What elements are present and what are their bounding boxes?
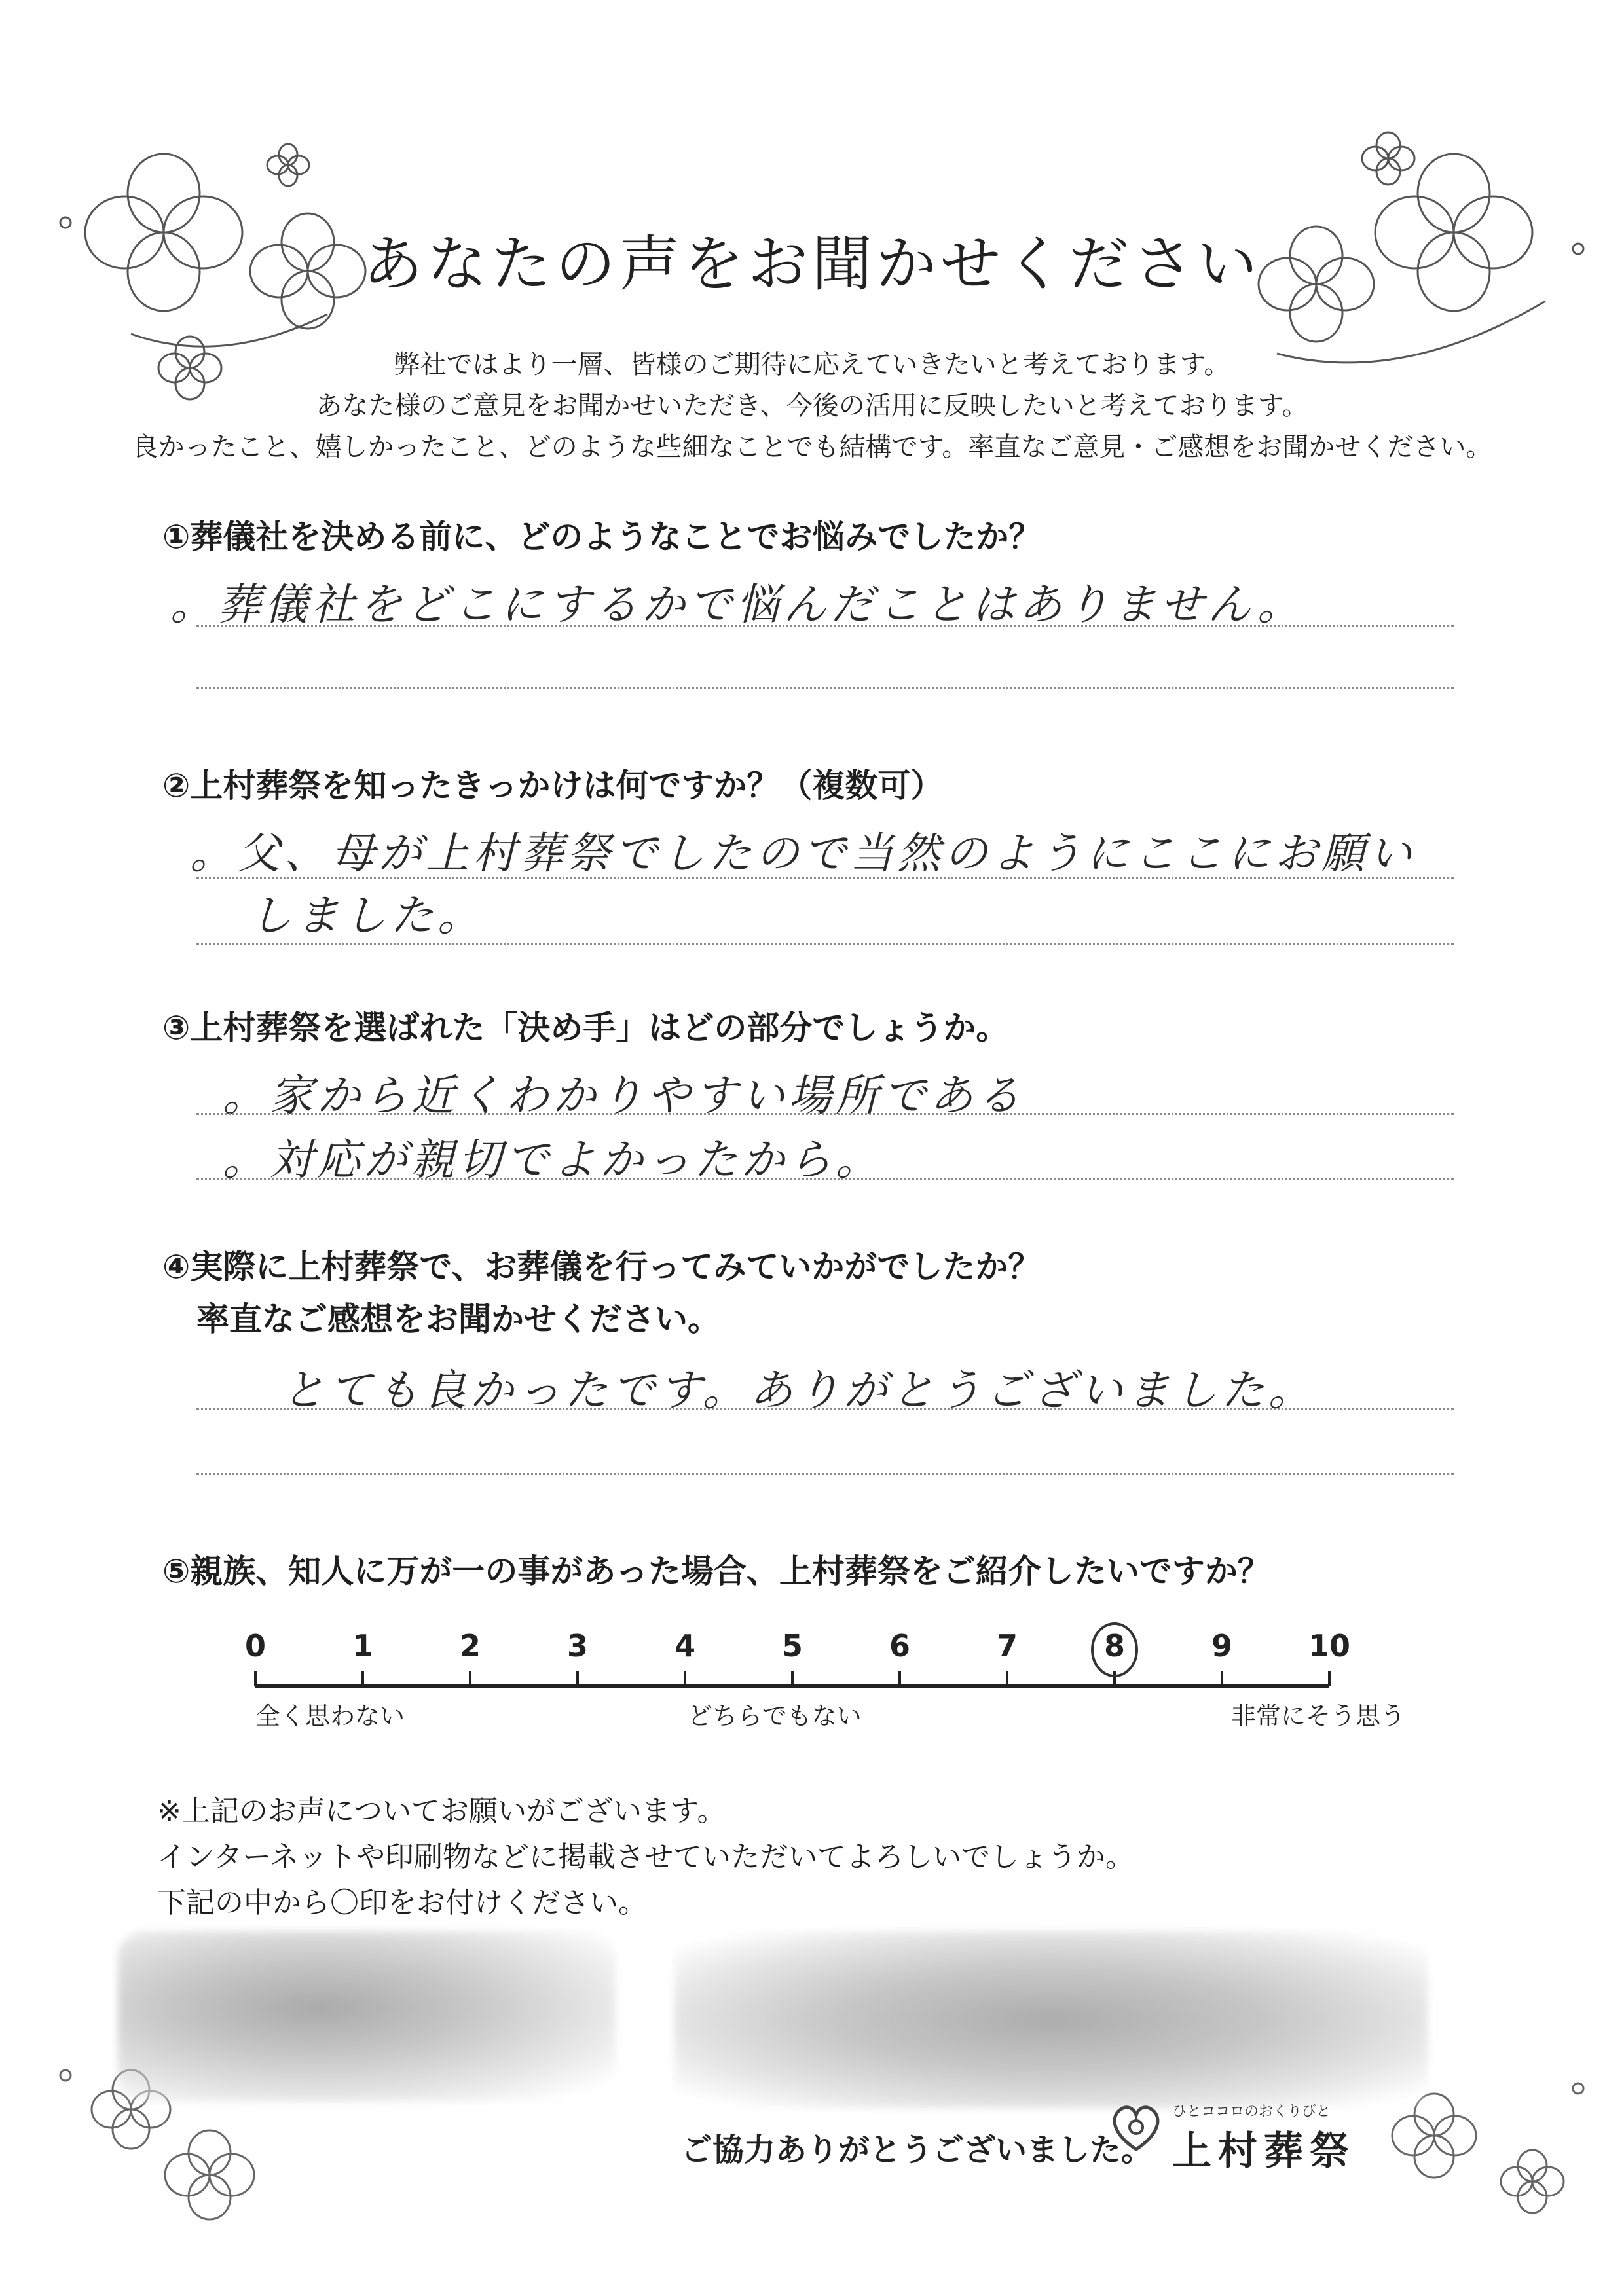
- scale-tick-label[interactable]: 7: [996, 1628, 1018, 1664]
- question-4-sublabel: 率直なご感想をお聞かせください。: [196, 1300, 720, 1338]
- question-3-label: ③上村葬祭を選ばれた「決め手」はどの部分でしょうか。: [162, 1009, 1009, 1047]
- answer-line: [196, 1113, 1454, 1115]
- scale-tick-label[interactable]: 3: [566, 1628, 589, 1664]
- scale-mid-label: どちらでもない: [688, 1702, 862, 1730]
- answer-line: [196, 1178, 1454, 1180]
- redacted-area-left: [118, 1931, 616, 2102]
- answer-line: [196, 687, 1454, 689]
- scale-tick-label[interactable]: 9: [1211, 1628, 1233, 1664]
- note-line-3: 下記の中から〇印をお付けください。: [157, 1886, 647, 1920]
- intro-line-3: 良かったこと、嬉しかったこと、どのような些細なことでも結構です。率直なご意見・ご感想をお聞かせください。: [132, 432, 1492, 462]
- scale-tick-label[interactable]: 2: [459, 1628, 481, 1664]
- answer-line: [196, 877, 1454, 879]
- logo-tagline: ひとココロのおくりびと: [1172, 2104, 1331, 2120]
- answer-line: [196, 943, 1454, 945]
- answer-line: [196, 1408, 1454, 1410]
- heart-logo-icon: [1107, 2098, 1166, 2157]
- page-title: あなたの声をお聞かせください: [362, 229, 1261, 299]
- question-2-answer-1: 。父、母が上村葬祭でしたので当然のようにここにお願い: [190, 828, 1416, 879]
- company-logo-name: 上村葬祭: [1172, 2128, 1356, 2174]
- question-2-label: ②上村葬祭を知ったきっかけは何ですか？（複数可）: [162, 767, 944, 805]
- scale-tick-label[interactable]: 6: [889, 1628, 911, 1664]
- scale-tick-label[interactable]: 8: [1103, 1628, 1126, 1664]
- scale-tick-label[interactable]: 10: [1308, 1628, 1351, 1664]
- scale-left-label: 全く思わない: [255, 1702, 405, 1730]
- intro-line-1: 弊社ではより一層、皆様のご期待に応えていきたいと考えております。: [394, 350, 1230, 380]
- scale-right-label: 非常にそう思う: [1231, 1702, 1406, 1730]
- scale-tick-label[interactable]: 1: [352, 1628, 374, 1664]
- question-5-label: ⑤親族、知人に万が一の事があった場合、上村葬祭をご紹介したいですか？: [162, 1552, 1270, 1590]
- question-1-answer-1: 。葬儀社をどこにするかで悩んだことはありません。: [170, 579, 1304, 630]
- thanks-message: ご協力ありがとうございました。: [681, 2132, 1153, 2168]
- redacted-area-right: [674, 1931, 1428, 2108]
- answer-line: [196, 1473, 1454, 1475]
- scale-tick-label[interactable]: 0: [244, 1628, 267, 1664]
- note-line-2: インターネットや印刷物などに掲載させていただいてよろしいでしょうか。: [157, 1840, 1135, 1874]
- intro-line-2: あなた様のご意見をお聞かせいただき、今後の活用に反映したいと考えております。: [316, 391, 1308, 421]
- question-2-answer-2: しました。: [249, 890, 485, 941]
- question-1-label: ①葬儀社を決める前に、どのようなことでお悩みでしたか？: [162, 518, 1042, 556]
- note-line-1: ※上記のお声についてお願いがございます。: [157, 1795, 726, 1828]
- scale-tick-label[interactable]: 4: [674, 1628, 696, 1664]
- question-3-answer-2: 。対応が親切でよかったから。: [223, 1135, 883, 1185]
- question-4-answer-1: とても良かったです。ありがとうございました。: [282, 1365, 1316, 1415]
- question-3-answer-1: 。家から近くわかりやすい場所である: [223, 1070, 1024, 1121]
- scale-tick-label[interactable]: 5: [781, 1628, 803, 1664]
- answer-line: [196, 625, 1454, 627]
- question-4-label: ④実際に上村葬祭で、お葬儀を行ってみていかがでしたか？: [162, 1248, 1041, 1286]
